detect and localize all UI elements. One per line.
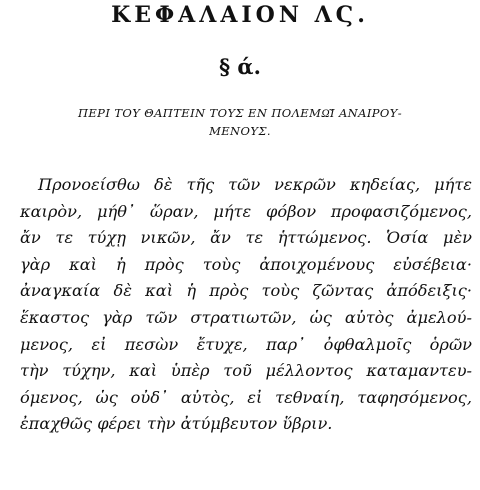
body-line: Προνοείσθω δὲ τῆς τῶν νεκρῶν κηδείας, μήτε <box>38 175 472 194</box>
body-paragraph <box>20 172 472 438</box>
body-line: όμενος, ὡς οὐδ᾽ αὐτὸς, εἰ τεθναίη, ταφησόμενος, <box>20 387 472 407</box>
chapter-heading: ΚΕΦΑΛΑΙΟΝ ΛϚ. <box>111 2 369 28</box>
body-line: ἐπαχθῶς φέρει τὴν ἀτύμβευτον ὕβριν. <box>20 414 333 434</box>
section-title-line: ΠΕΡΙ ΤΟΥ ΘΑΠΤΕΙΝ ΤΟΥΣ ΕΝ ΠΟΛΕΜΩ͂Ι ΑΝΑΙΡΟΥ- <box>77 106 403 120</box>
section-title <box>20 104 460 140</box>
body-line: τὴν τύχην, καὶ ὑπὲρ τοῦ μέλλοντος καταμαντευ- <box>20 361 472 381</box>
body-line: καιρὸν, μήθ᾽ ὥραν, μήτε φόβον προφασιζόμενος, <box>20 201 472 221</box>
body-line: ἄν τε τύχῃ νικῶν, ἄν τε ἡττώμενος. Ὁσία μὲν <box>20 228 472 248</box>
body-line: μενος, εἰ πεσὼν ἔτυχε, παρ᾽ ὀφθαλμοῖς ὁρῶν <box>20 334 472 354</box>
section-title-line: ΜΕΝΟΥΣ. <box>209 124 271 138</box>
body-line: ἕκαστος γὰρ τῶν στρατιωτῶν, ὡς αὐτὸς ἀμελού- <box>20 307 472 327</box>
section-mark: § ά. <box>219 54 261 79</box>
body-line: ἀναγκαία δὲ καὶ ἡ πρὸς τοὺς ζῶντας ἀπόδειξις· <box>20 281 472 301</box>
body-line: γὰρ καὶ ἡ πρὸς τοὺς ἀποιχομένους εὐσέβεια· <box>20 254 472 274</box>
